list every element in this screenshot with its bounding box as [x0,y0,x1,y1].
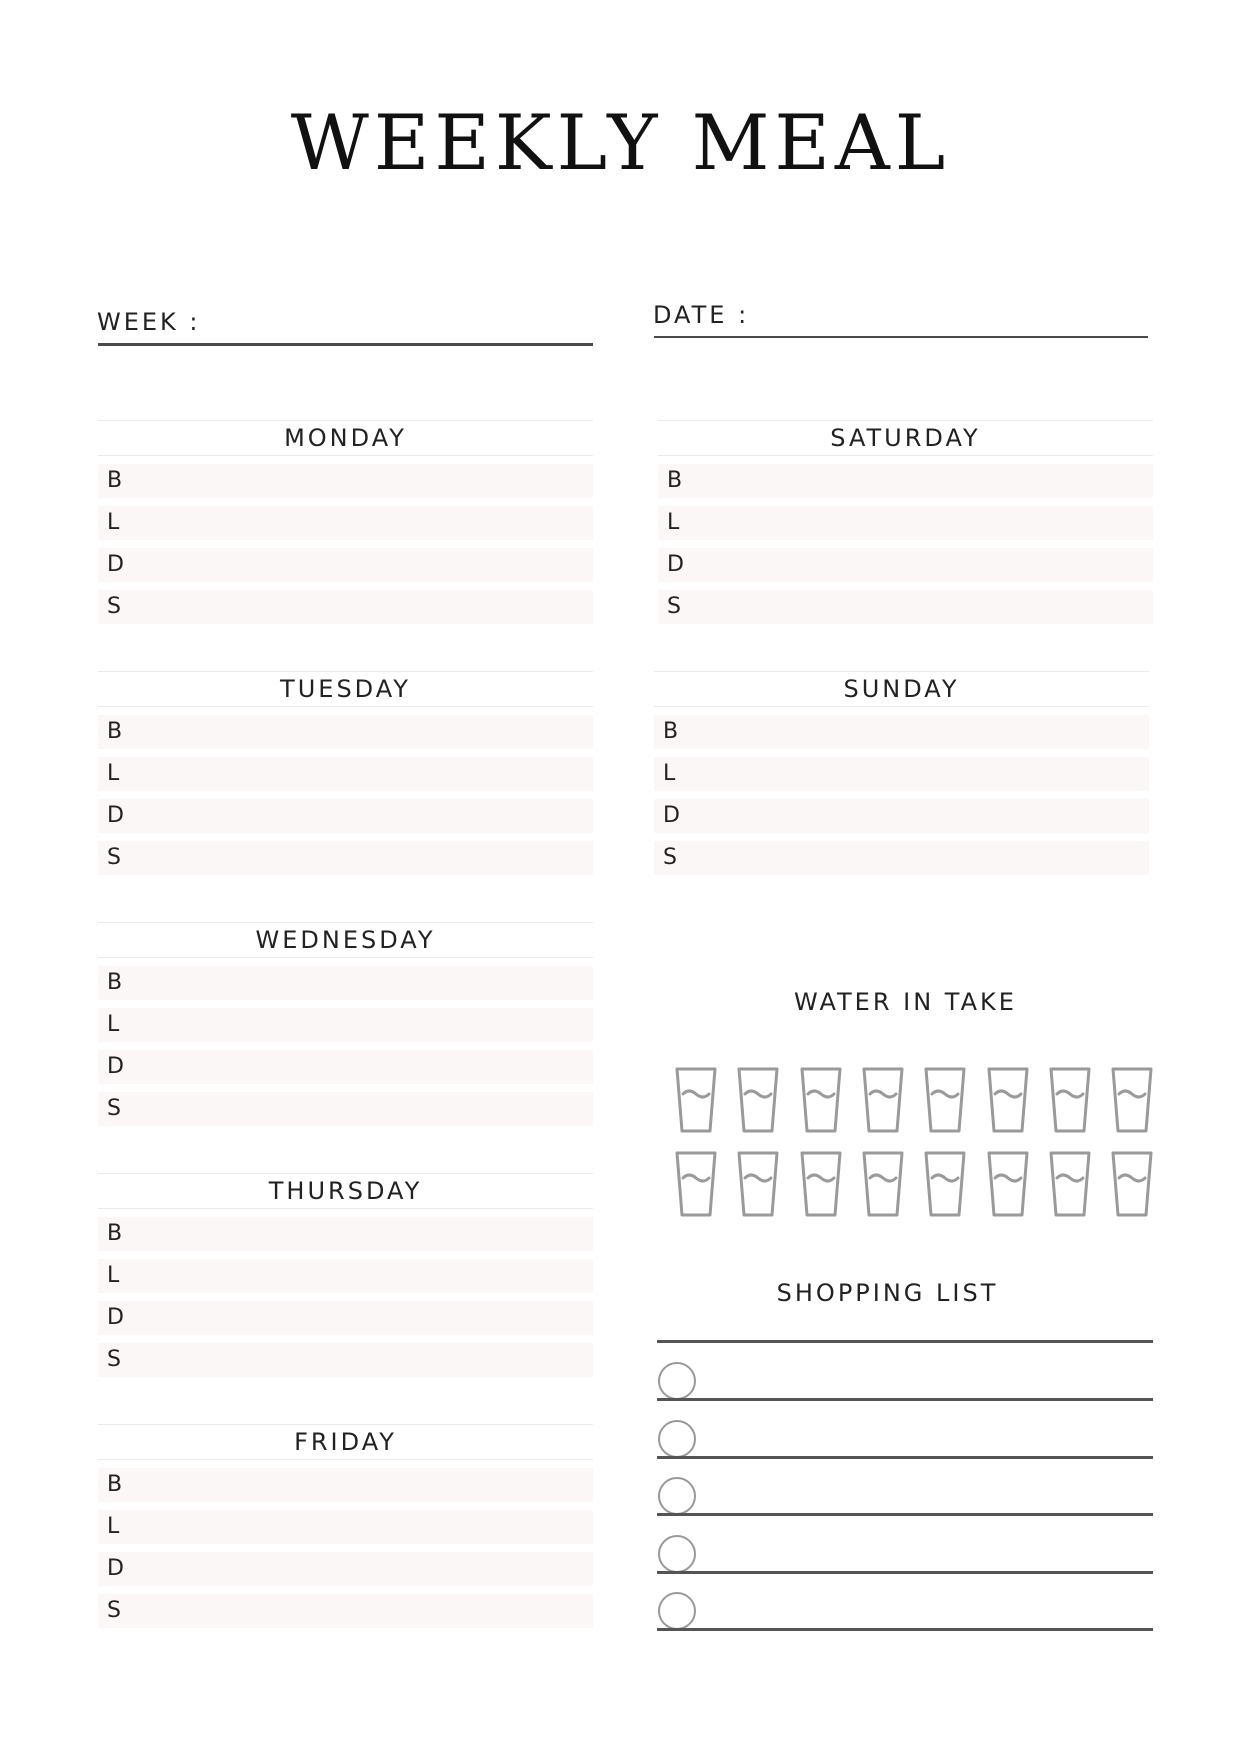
meal-row-breakfast[interactable]: B [98,464,593,498]
shopping-item-checkbox[interactable] [658,1420,696,1458]
shopping-item-line[interactable] [657,1398,1153,1401]
meal-row-lunch[interactable]: L [98,1008,593,1042]
water-glass-icon[interactable] [986,1150,1030,1218]
shopping-item-line[interactable] [657,1571,1153,1574]
meal-row-snack[interactable]: S [98,1594,593,1628]
meal-row-breakfast[interactable]: B [658,464,1153,498]
meal-row-breakfast[interactable]: B [98,715,593,749]
water-glass-icon[interactable] [861,1066,905,1134]
meal-row-snack[interactable]: S [98,1343,593,1377]
day-heading: MONDAY [98,420,593,456]
day-heading: WEDNESDAY [98,922,593,958]
water-glass-icon[interactable] [1048,1066,1092,1134]
water-glass-icon[interactable] [1048,1150,1092,1218]
shopping-item-checkbox[interactable] [658,1477,696,1515]
meal-row-lunch[interactable]: L [658,506,1153,540]
meal-row-lunch[interactable]: L [98,1259,593,1293]
meal-row-dinner[interactable]: D [98,799,593,833]
meal-row-breakfast[interactable]: B [98,966,593,1000]
day-heading: TUESDAY [98,671,593,707]
shopping-list-top-rule [657,1340,1153,1343]
water-intake-title: WATER IN TAKE [794,988,1017,1016]
water-glass-icon[interactable] [799,1150,843,1218]
meal-row-dinner[interactable]: D [98,1552,593,1586]
water-glass-icon[interactable] [1110,1066,1154,1134]
day-saturday [658,420,1153,624]
shopping-item-checkbox[interactable] [658,1535,696,1573]
shopping-item-line[interactable] [657,1456,1153,1459]
meal-row-lunch[interactable]: L [98,757,593,791]
water-glass-icon[interactable] [736,1066,780,1134]
meal-row-snack[interactable]: S [98,841,593,875]
water-glass-icon[interactable] [986,1066,1030,1134]
meal-row-dinner[interactable]: D [98,548,593,582]
meal-row-breakfast[interactable]: B [98,1217,593,1251]
shopping-item-line[interactable] [657,1513,1153,1516]
meal-row-snack[interactable]: S [654,841,1149,875]
date-field[interactable] [654,336,1148,338]
day-thursday [98,1173,593,1377]
page-title: WEEKLY MEAL [290,98,951,187]
date-label: DATE : [653,301,750,329]
week-field[interactable] [98,343,593,346]
meal-row-snack[interactable]: S [98,1092,593,1126]
meal-row-lunch[interactable]: L [98,506,593,540]
water-glass-icon[interactable] [923,1066,967,1134]
water-glass-icon[interactable] [861,1150,905,1218]
meal-row-lunch[interactable]: L [98,1510,593,1544]
day-wednesday [98,922,593,1126]
day-heading: THURSDAY [98,1173,593,1209]
day-heading: SUNDAY [654,671,1149,707]
shopping-item-checkbox[interactable] [658,1362,696,1400]
water-glass-icon[interactable] [674,1066,718,1134]
day-tuesday [98,671,593,875]
meal-row-dinner[interactable]: D [98,1301,593,1335]
day-heading: SATURDAY [658,420,1153,456]
meal-row-breakfast[interactable]: B [654,715,1149,749]
day-heading: FRIDAY [98,1424,593,1460]
day-monday [98,420,593,624]
day-friday [98,1424,593,1628]
meal-row-lunch[interactable]: L [654,757,1149,791]
shopping-item-checkbox[interactable] [658,1592,696,1630]
meal-row-breakfast[interactable]: B [98,1468,593,1502]
meal-row-dinner[interactable]: D [98,1050,593,1084]
water-glass-icon[interactable] [799,1066,843,1134]
shopping-list-title: SHOPPING LIST [776,1279,999,1307]
week-label: WEEK : [97,308,201,336]
water-glass-icon[interactable] [1110,1150,1154,1218]
meal-row-snack[interactable]: S [98,590,593,624]
meal-row-snack[interactable]: S [658,590,1153,624]
water-glass-icon[interactable] [923,1150,967,1218]
water-glass-icon[interactable] [736,1150,780,1218]
meal-row-dinner[interactable]: D [658,548,1153,582]
shopping-item-line[interactable] [657,1628,1153,1631]
day-sunday [654,671,1149,875]
meal-row-dinner[interactable]: D [654,799,1149,833]
water-glass-icon[interactable] [674,1150,718,1218]
